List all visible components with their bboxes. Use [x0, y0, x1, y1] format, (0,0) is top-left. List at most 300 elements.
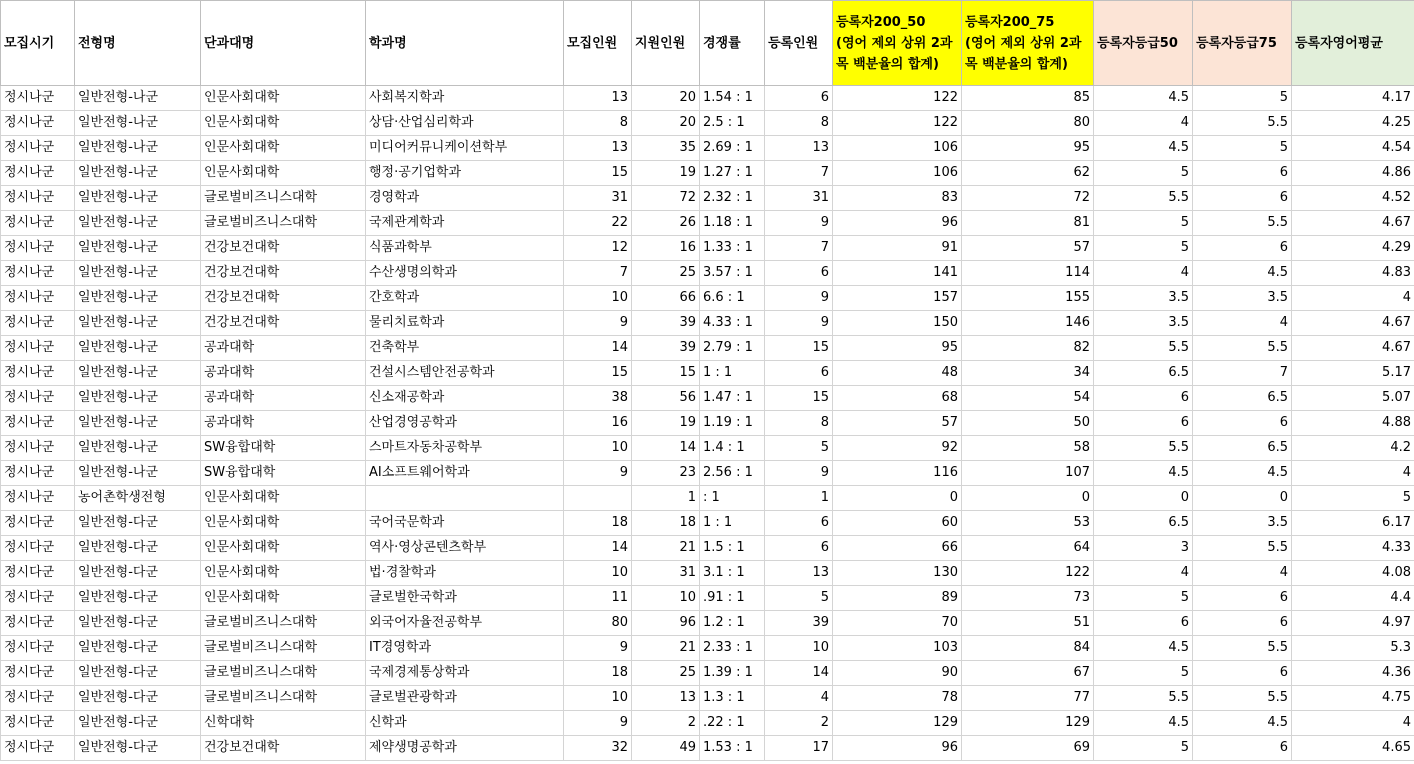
cell-quota[interactable]: 31: [564, 186, 632, 211]
cell-grade-75[interactable]: 3.5: [1193, 511, 1292, 536]
cell-grade-75[interactable]: 6: [1193, 161, 1292, 186]
cell-college[interactable]: 인문사회대학: [201, 161, 366, 186]
cell-college[interactable]: 글로벌비즈니스대학: [201, 661, 366, 686]
cell-admission-type[interactable]: 일반전형-다군: [75, 561, 201, 586]
cell-competition-rate[interactable]: 1.18 : 1: [700, 211, 765, 236]
col-header-applicants[interactable]: 지원인원: [632, 1, 700, 86]
cell-english-avg[interactable]: 5.3: [1292, 636, 1414, 661]
cell-quota[interactable]: 9: [564, 311, 632, 336]
cell-competition-rate[interactable]: 1.3 : 1: [700, 686, 765, 711]
cell-pct-75[interactable]: 107: [962, 461, 1094, 486]
cell-competition-rate[interactable]: 2.5 : 1: [700, 111, 765, 136]
cell-grade-50[interactable]: 4.5: [1094, 636, 1193, 661]
cell-department[interactable]: 스마트자동차공학부: [366, 436, 564, 461]
cell-grade-50[interactable]: 4.5: [1094, 711, 1193, 736]
cell-grade-75[interactable]: 7: [1193, 361, 1292, 386]
cell-pct-50[interactable]: 103: [833, 636, 962, 661]
cell-pct-75[interactable]: 53: [962, 511, 1094, 536]
cell-college[interactable]: 인문사회대학: [201, 136, 366, 161]
cell-pct-50[interactable]: 83: [833, 186, 962, 211]
cell-competition-rate[interactable]: 3.1 : 1: [700, 561, 765, 586]
cell-applicants[interactable]: 23: [632, 461, 700, 486]
cell-pct-75[interactable]: 95: [962, 136, 1094, 161]
cell-department[interactable]: 글로벌관광학과: [366, 686, 564, 711]
cell-college[interactable]: 건강보건대학: [201, 236, 366, 261]
cell-competition-rate[interactable]: 1.54 : 1: [700, 86, 765, 111]
cell-admission-type[interactable]: 일반전형-다군: [75, 711, 201, 736]
cell-recruit-period[interactable]: 정시나군: [1, 436, 75, 461]
cell-college[interactable]: 글로벌비즈니스대학: [201, 186, 366, 211]
cell-admission-type[interactable]: 일반전형-나군: [75, 236, 201, 261]
cell-enrolled[interactable]: 9: [765, 211, 833, 236]
cell-pct-75[interactable]: 81: [962, 211, 1094, 236]
cell-college[interactable]: 인문사회대학: [201, 511, 366, 536]
cell-grade-75[interactable]: 6: [1193, 611, 1292, 636]
cell-department[interactable]: 상담·산업심리학과: [366, 111, 564, 136]
cell-competition-rate[interactable]: 1.33 : 1: [700, 236, 765, 261]
cell-enrolled[interactable]: 15: [765, 386, 833, 411]
cell-pct-50[interactable]: 57: [833, 411, 962, 436]
cell-grade-75[interactable]: 6: [1193, 736, 1292, 761]
cell-admission-type[interactable]: 일반전형-나군: [75, 286, 201, 311]
cell-enrolled[interactable]: 31: [765, 186, 833, 211]
cell-pct-50[interactable]: 95: [833, 336, 962, 361]
cell-pct-75[interactable]: 0: [962, 486, 1094, 511]
cell-competition-rate[interactable]: 1.5 : 1: [700, 536, 765, 561]
cell-applicants[interactable]: 56: [632, 386, 700, 411]
cell-department[interactable]: 외국어자율전공학부: [366, 611, 564, 636]
cell-recruit-period[interactable]: 정시나군: [1, 161, 75, 186]
cell-enrolled[interactable]: 13: [765, 136, 833, 161]
cell-applicants[interactable]: 39: [632, 311, 700, 336]
cell-recruit-period[interactable]: 정시나군: [1, 461, 75, 486]
cell-department[interactable]: 물리치료학과: [366, 311, 564, 336]
cell-pct-50[interactable]: 106: [833, 136, 962, 161]
cell-applicants[interactable]: 31: [632, 561, 700, 586]
cell-english-avg[interactable]: 4.86: [1292, 161, 1414, 186]
cell-recruit-period[interactable]: 정시다군: [1, 511, 75, 536]
cell-english-avg[interactable]: 4.65: [1292, 736, 1414, 761]
cell-grade-75[interactable]: 4: [1193, 311, 1292, 336]
cell-department[interactable]: 신학과: [366, 711, 564, 736]
col-header-pct-50[interactable]: [833, 1, 962, 86]
cell-english-avg[interactable]: 4.67: [1292, 211, 1414, 236]
cell-grade-50[interactable]: 4.5: [1094, 461, 1193, 486]
cell-applicants[interactable]: 21: [632, 636, 700, 661]
cell-pct-75[interactable]: 82: [962, 336, 1094, 361]
cell-english-avg[interactable]: 4.67: [1292, 311, 1414, 336]
cell-grade-50[interactable]: 5: [1094, 161, 1193, 186]
cell-english-avg[interactable]: 4.2: [1292, 436, 1414, 461]
cell-grade-75[interactable]: 6.5: [1193, 386, 1292, 411]
cell-quota[interactable]: 8: [564, 111, 632, 136]
cell-competition-rate[interactable]: .91 : 1: [700, 586, 765, 611]
cell-grade-50[interactable]: 5: [1094, 736, 1193, 761]
cell-quota[interactable]: 9: [564, 711, 632, 736]
cell-admission-type[interactable]: 일반전형-나군: [75, 186, 201, 211]
cell-enrolled[interactable]: 5: [765, 436, 833, 461]
cell-department[interactable]: 산업경영공학과: [366, 411, 564, 436]
cell-competition-rate[interactable]: 1.39 : 1: [700, 661, 765, 686]
cell-applicants[interactable]: 66: [632, 286, 700, 311]
cell-recruit-period[interactable]: 정시다군: [1, 661, 75, 686]
cell-admission-type[interactable]: 일반전형-나군: [75, 111, 201, 136]
cell-pct-75[interactable]: 64: [962, 536, 1094, 561]
cell-college[interactable]: 건강보건대학: [201, 736, 366, 761]
cell-english-avg[interactable]: 5.17: [1292, 361, 1414, 386]
cell-english-avg[interactable]: 4.33: [1292, 536, 1414, 561]
cell-english-avg[interactable]: 4: [1292, 711, 1414, 736]
cell-admission-type[interactable]: 일반전형-나군: [75, 261, 201, 286]
cell-department[interactable]: 간호학과: [366, 286, 564, 311]
cell-grade-50[interactable]: 5: [1094, 661, 1193, 686]
cell-enrolled[interactable]: 4: [765, 686, 833, 711]
cell-pct-75[interactable]: 84: [962, 636, 1094, 661]
cell-recruit-period[interactable]: 정시다군: [1, 686, 75, 711]
cell-competition-rate[interactable]: .22 : 1: [700, 711, 765, 736]
cell-enrolled[interactable]: 2: [765, 711, 833, 736]
cell-department[interactable]: 건설시스템안전공학과: [366, 361, 564, 386]
cell-recruit-period[interactable]: 정시나군: [1, 261, 75, 286]
cell-pct-75[interactable]: 51: [962, 611, 1094, 636]
cell-recruit-period[interactable]: 정시나군: [1, 386, 75, 411]
cell-competition-rate[interactable]: 1.2 : 1: [700, 611, 765, 636]
cell-quota[interactable]: 14: [564, 536, 632, 561]
cell-recruit-period[interactable]: 정시나군: [1, 211, 75, 236]
cell-enrolled[interactable]: 8: [765, 411, 833, 436]
cell-pct-75[interactable]: 72: [962, 186, 1094, 211]
cell-applicants[interactable]: 2: [632, 711, 700, 736]
cell-grade-75[interactable]: 6: [1193, 411, 1292, 436]
cell-pct-50[interactable]: 150: [833, 311, 962, 336]
cell-competition-rate[interactable]: : 1: [700, 486, 765, 511]
cell-department[interactable]: 국어국문학과: [366, 511, 564, 536]
cell-grade-75[interactable]: 6: [1193, 186, 1292, 211]
cell-admission-type[interactable]: 일반전형-나군: [75, 386, 201, 411]
cell-enrolled[interactable]: 8: [765, 111, 833, 136]
cell-recruit-period[interactable]: 정시나군: [1, 111, 75, 136]
cell-college[interactable]: 건강보건대학: [201, 311, 366, 336]
cell-competition-rate[interactable]: 2.79 : 1: [700, 336, 765, 361]
cell-grade-75[interactable]: 5: [1193, 86, 1292, 111]
cell-enrolled[interactable]: 39: [765, 611, 833, 636]
col-header-grade-50[interactable]: 등록자등급50: [1094, 1, 1193, 86]
cell-grade-75[interactable]: 4.5: [1193, 461, 1292, 486]
cell-grade-50[interactable]: 6.5: [1094, 511, 1193, 536]
cell-applicants[interactable]: 20: [632, 86, 700, 111]
cell-applicants[interactable]: 19: [632, 411, 700, 436]
cell-recruit-period[interactable]: 정시나군: [1, 411, 75, 436]
cell-grade-50[interactable]: 3.5: [1094, 286, 1193, 311]
cell-grade-50[interactable]: 5.5: [1094, 686, 1193, 711]
cell-grade-75[interactable]: 5: [1193, 136, 1292, 161]
cell-grade-50[interactable]: 5: [1094, 586, 1193, 611]
cell-quota[interactable]: 15: [564, 361, 632, 386]
cell-grade-50[interactable]: 3.5: [1094, 311, 1193, 336]
cell-applicants[interactable]: 25: [632, 661, 700, 686]
cell-pct-50[interactable]: 66: [833, 536, 962, 561]
cell-recruit-period[interactable]: 정시나군: [1, 186, 75, 211]
cell-enrolled[interactable]: 1: [765, 486, 833, 511]
cell-applicants[interactable]: 25: [632, 261, 700, 286]
cell-department[interactable]: AI소프트웨어학과: [366, 461, 564, 486]
cell-recruit-period[interactable]: 정시다군: [1, 636, 75, 661]
cell-grade-75[interactable]: 5.5: [1193, 111, 1292, 136]
cell-recruit-period[interactable]: 정시나군: [1, 361, 75, 386]
cell-recruit-period[interactable]: 정시나군: [1, 136, 75, 161]
cell-recruit-period[interactable]: 정시다군: [1, 536, 75, 561]
cell-college[interactable]: 인문사회대학: [201, 486, 366, 511]
cell-enrolled[interactable]: 6: [765, 261, 833, 286]
cell-pct-50[interactable]: 116: [833, 461, 962, 486]
cell-department[interactable]: 사회복지학과: [366, 86, 564, 111]
cell-english-avg[interactable]: 5: [1292, 486, 1414, 511]
cell-pct-75[interactable]: 80: [962, 111, 1094, 136]
cell-grade-75[interactable]: 4.5: [1193, 711, 1292, 736]
cell-grade-75[interactable]: 0: [1193, 486, 1292, 511]
cell-quota[interactable]: 13: [564, 86, 632, 111]
cell-college[interactable]: 인문사회대학: [201, 586, 366, 611]
cell-quota[interactable]: 11: [564, 586, 632, 611]
cell-enrolled[interactable]: 17: [765, 736, 833, 761]
cell-admission-type[interactable]: 일반전형-다군: [75, 686, 201, 711]
cell-college[interactable]: 공과대학: [201, 361, 366, 386]
col-header-quota[interactable]: 모집인원: [564, 1, 632, 86]
cell-recruit-period[interactable]: 정시나군: [1, 486, 75, 511]
cell-grade-75[interactable]: 6: [1193, 661, 1292, 686]
cell-college[interactable]: SW융합대학: [201, 461, 366, 486]
cell-department[interactable]: 건축학부: [366, 336, 564, 361]
cell-competition-rate[interactable]: 6.6 : 1: [700, 286, 765, 311]
cell-pct-50[interactable]: 0: [833, 486, 962, 511]
cell-quota[interactable]: 10: [564, 686, 632, 711]
cell-recruit-period[interactable]: 정시나군: [1, 336, 75, 361]
cell-competition-rate[interactable]: 3.57 : 1: [700, 261, 765, 286]
cell-pct-50[interactable]: 89: [833, 586, 962, 611]
cell-applicants[interactable]: 1: [632, 486, 700, 511]
cell-grade-50[interactable]: 6.5: [1094, 361, 1193, 386]
cell-english-avg[interactable]: 4.25: [1292, 111, 1414, 136]
cell-pct-50[interactable]: 157: [833, 286, 962, 311]
cell-recruit-period[interactable]: 정시다군: [1, 736, 75, 761]
col-header-admission-type[interactable]: 전형명: [75, 1, 201, 86]
cell-department[interactable]: 수산생명의학과: [366, 261, 564, 286]
cell-college[interactable]: 인문사회대학: [201, 561, 366, 586]
cell-college[interactable]: 건강보건대학: [201, 286, 366, 311]
cell-enrolled[interactable]: 5: [765, 586, 833, 611]
cell-pct-75[interactable]: 155: [962, 286, 1094, 311]
cell-quota[interactable]: 38: [564, 386, 632, 411]
cell-applicants[interactable]: 49: [632, 736, 700, 761]
col-header-recruit-period[interactable]: 모집시기: [1, 1, 75, 86]
cell-department[interactable]: 국제경제통상학과: [366, 661, 564, 686]
cell-pct-75[interactable]: 54: [962, 386, 1094, 411]
cell-admission-type[interactable]: 일반전형-다군: [75, 661, 201, 686]
cell-grade-75[interactable]: 5.5: [1193, 536, 1292, 561]
cell-quota[interactable]: 10: [564, 436, 632, 461]
cell-english-avg[interactable]: 4.4: [1292, 586, 1414, 611]
cell-quota[interactable]: 22: [564, 211, 632, 236]
cell-competition-rate[interactable]: 4.33 : 1: [700, 311, 765, 336]
col-header-pct-75[interactable]: [962, 1, 1094, 86]
cell-enrolled[interactable]: 9: [765, 286, 833, 311]
cell-pct-75[interactable]: 67: [962, 661, 1094, 686]
cell-enrolled[interactable]: 6: [765, 511, 833, 536]
cell-pct-75[interactable]: 146: [962, 311, 1094, 336]
cell-pct-75[interactable]: 62: [962, 161, 1094, 186]
cell-admission-type[interactable]: 일반전형-다군: [75, 511, 201, 536]
cell-competition-rate[interactable]: 2.69 : 1: [700, 136, 765, 161]
cell-grade-75[interactable]: 5.5: [1193, 336, 1292, 361]
cell-admission-type[interactable]: 일반전형-나군: [75, 411, 201, 436]
cell-pct-75[interactable]: 58: [962, 436, 1094, 461]
cell-pct-50[interactable]: 90: [833, 661, 962, 686]
cell-enrolled[interactable]: 15: [765, 336, 833, 361]
cell-department[interactable]: 법·경찰학과: [366, 561, 564, 586]
cell-enrolled[interactable]: 6: [765, 536, 833, 561]
cell-pct-50[interactable]: 106: [833, 161, 962, 186]
cell-english-avg[interactable]: 4.52: [1292, 186, 1414, 211]
cell-pct-50[interactable]: 60: [833, 511, 962, 536]
cell-quota[interactable]: 10: [564, 286, 632, 311]
cell-recruit-period[interactable]: 정시다군: [1, 561, 75, 586]
cell-pct-75[interactable]: 85: [962, 86, 1094, 111]
cell-pct-75[interactable]: 73: [962, 586, 1094, 611]
cell-competition-rate[interactable]: 2.32 : 1: [700, 186, 765, 211]
cell-pct-75[interactable]: 69: [962, 736, 1094, 761]
col-header-competition-rate[interactable]: 경쟁률: [700, 1, 765, 86]
cell-enrolled[interactable]: 7: [765, 161, 833, 186]
cell-applicants[interactable]: 13: [632, 686, 700, 711]
col-header-enrolled[interactable]: 등록인원: [765, 1, 833, 86]
cell-applicants[interactable]: 16: [632, 236, 700, 261]
cell-quota[interactable]: 18: [564, 661, 632, 686]
cell-pct-75[interactable]: 129: [962, 711, 1094, 736]
cell-grade-50[interactable]: 5: [1094, 211, 1193, 236]
cell-applicants[interactable]: 21: [632, 536, 700, 561]
cell-grade-50[interactable]: 4: [1094, 561, 1193, 586]
cell-english-avg[interactable]: 4.36: [1292, 661, 1414, 686]
cell-college[interactable]: 신학대학: [201, 711, 366, 736]
cell-admission-type[interactable]: 일반전형-나군: [75, 336, 201, 361]
cell-english-avg[interactable]: 5.07: [1292, 386, 1414, 411]
cell-admission-type[interactable]: 일반전형-나군: [75, 136, 201, 161]
cell-grade-50[interactable]: 6: [1094, 411, 1193, 436]
cell-grade-50[interactable]: 4: [1094, 111, 1193, 136]
cell-admission-type[interactable]: 일반전형-나군: [75, 361, 201, 386]
cell-grade-50[interactable]: 4.5: [1094, 136, 1193, 161]
cell-applicants[interactable]: 19: [632, 161, 700, 186]
cell-english-avg[interactable]: 4.54: [1292, 136, 1414, 161]
cell-college[interactable]: SW융합대학: [201, 436, 366, 461]
cell-grade-50[interactable]: 5.5: [1094, 436, 1193, 461]
col-header-grade-75[interactable]: 등록자등급75: [1193, 1, 1292, 86]
cell-grade-75[interactable]: 5.5: [1193, 211, 1292, 236]
cell-english-avg[interactable]: 4.29: [1292, 236, 1414, 261]
cell-pct-50[interactable]: 48: [833, 361, 962, 386]
cell-enrolled[interactable]: 7: [765, 236, 833, 261]
cell-quota[interactable]: 32: [564, 736, 632, 761]
cell-grade-50[interactable]: 4.5: [1094, 86, 1193, 111]
cell-college[interactable]: 인문사회대학: [201, 86, 366, 111]
cell-applicants[interactable]: 10: [632, 586, 700, 611]
cell-grade-50[interactable]: 6: [1094, 611, 1193, 636]
cell-applicants[interactable]: 26: [632, 211, 700, 236]
cell-pct-50[interactable]: 92: [833, 436, 962, 461]
cell-english-avg[interactable]: 4.67: [1292, 336, 1414, 361]
cell-admission-type[interactable]: 일반전형-나군: [75, 211, 201, 236]
cell-competition-rate[interactable]: 1.27 : 1: [700, 161, 765, 186]
cell-grade-75[interactable]: 5.5: [1193, 636, 1292, 661]
cell-applicants[interactable]: 96: [632, 611, 700, 636]
cell-english-avg[interactable]: 4.88: [1292, 411, 1414, 436]
cell-pct-50[interactable]: 96: [833, 211, 962, 236]
cell-department[interactable]: 제약생명공학과: [366, 736, 564, 761]
cell-admission-type[interactable]: 일반전형-나군: [75, 311, 201, 336]
cell-college[interactable]: 인문사회대학: [201, 536, 366, 561]
cell-enrolled[interactable]: 9: [765, 311, 833, 336]
cell-competition-rate[interactable]: 1 : 1: [700, 511, 765, 536]
cell-grade-75[interactable]: 4: [1193, 561, 1292, 586]
cell-recruit-period[interactable]: 정시다군: [1, 586, 75, 611]
cell-grade-75[interactable]: 4.5: [1193, 261, 1292, 286]
cell-english-avg[interactable]: 4.17: [1292, 86, 1414, 111]
cell-grade-50[interactable]: 0: [1094, 486, 1193, 511]
cell-grade-50[interactable]: 5.5: [1094, 186, 1193, 211]
cell-enrolled[interactable]: 6: [765, 86, 833, 111]
cell-department[interactable]: 신소재공학과: [366, 386, 564, 411]
cell-english-avg[interactable]: 4.97: [1292, 611, 1414, 636]
cell-department[interactable]: 식품과학부: [366, 236, 564, 261]
cell-applicants[interactable]: 20: [632, 111, 700, 136]
cell-college[interactable]: 공과대학: [201, 386, 366, 411]
cell-applicants[interactable]: 15: [632, 361, 700, 386]
cell-competition-rate[interactable]: 1.19 : 1: [700, 411, 765, 436]
cell-applicants[interactable]: 18: [632, 511, 700, 536]
cell-department[interactable]: 국제관계학과: [366, 211, 564, 236]
cell-pct-75[interactable]: 34: [962, 361, 1094, 386]
cell-quota[interactable]: 12: [564, 236, 632, 261]
cell-english-avg[interactable]: 4.75: [1292, 686, 1414, 711]
cell-competition-rate[interactable]: 1.53 : 1: [700, 736, 765, 761]
cell-grade-75[interactable]: 3.5: [1193, 286, 1292, 311]
cell-quota[interactable]: [564, 486, 632, 511]
cell-grade-50[interactable]: 3: [1094, 536, 1193, 561]
cell-recruit-period[interactable]: 정시나군: [1, 286, 75, 311]
cell-recruit-period[interactable]: 정시나군: [1, 236, 75, 261]
cell-enrolled[interactable]: 13: [765, 561, 833, 586]
cell-pct-50[interactable]: 68: [833, 386, 962, 411]
cell-department[interactable]: [366, 486, 564, 511]
cell-admission-type[interactable]: 일반전형-나군: [75, 461, 201, 486]
cell-college[interactable]: 글로벌비즈니스대학: [201, 611, 366, 636]
cell-quota[interactable]: 15: [564, 161, 632, 186]
cell-department[interactable]: 행정·공기업학과: [366, 161, 564, 186]
cell-department[interactable]: 경영학과: [366, 186, 564, 211]
cell-competition-rate[interactable]: 1 : 1: [700, 361, 765, 386]
cell-quota[interactable]: 13: [564, 136, 632, 161]
cell-quota[interactable]: 9: [564, 461, 632, 486]
cell-quota[interactable]: 80: [564, 611, 632, 636]
col-header-english-avg[interactable]: 등록자영어평균: [1292, 1, 1414, 86]
cell-recruit-period[interactable]: 정시다군: [1, 711, 75, 736]
cell-pct-75[interactable]: 114: [962, 261, 1094, 286]
cell-english-avg[interactable]: 4.83: [1292, 261, 1414, 286]
cell-recruit-period[interactable]: 정시나군: [1, 311, 75, 336]
cell-english-avg[interactable]: 4: [1292, 286, 1414, 311]
cell-english-avg[interactable]: 4.08: [1292, 561, 1414, 586]
cell-college[interactable]: 글로벌비즈니스대학: [201, 636, 366, 661]
